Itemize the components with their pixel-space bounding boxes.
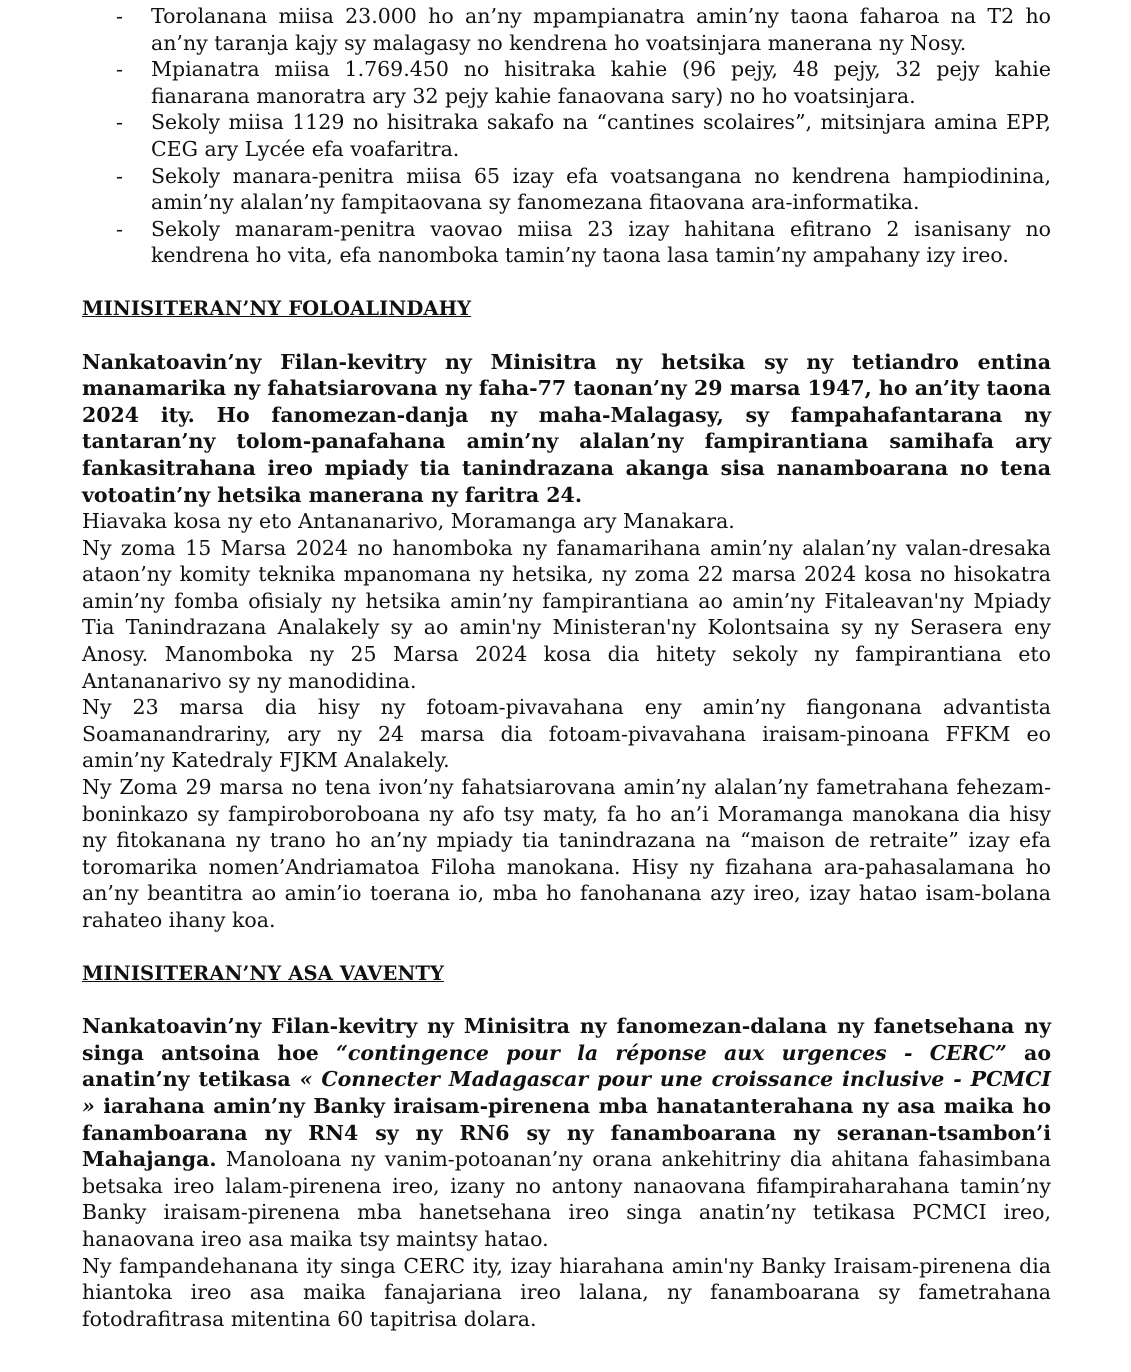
section-heading-foloalindahy: MINISITERAN’NY FOLOALINDAHY bbox=[82, 296, 472, 320]
list-item bbox=[82, 3, 1051, 56]
paragraph: Ny fampandehanana ity singa CERC ity, izay hiarahana amin'ny Banky Iraisam-pirenena dia hiantoka ireo asa maika fanajariana ireo lalana, ny fanamboarana sy fametrahana fotodrafitrasa mitentina 60 tapitrisa dolara. bbox=[82, 1253, 1051, 1331]
lead-text: ao anatin’ny tetikasa bbox=[82, 1040, 1051, 1092]
paragraph: Ny Zoma 29 marsa no tena ivon’ny fahatsiarovana amin’ny alalan’ny fametrahana fehezam-boninkazo sy fampiroboroboana ny afo tsy maty, fa ho an’i Moramanga manokana dia hisy ny fitokanana ny trano ho an’ny mpiady tia tanindrazana na “maison de retraite” izay efa toromarika nomen’Andriamatoa Filoha manokana. Hisy ny fizahana ara-pahasalamana ho an’ny beantitra ao amin’io toerana io, mba ho fanohanana azy ireo, izay hatao isam-bolana rahateo ihany koa. bbox=[82, 775, 1051, 932]
section-lead-paragraph bbox=[82, 1013, 1051, 1252]
list-item-text: Sekoly miisa 1129 no hisitraka sakafo na “cantines scolaires”, mitsinjara amina EPP, CEG ary Lycée efa voafaritra. bbox=[151, 110, 1051, 161]
bullet-dash: - bbox=[116, 4, 123, 28]
lead-text: iarahana amin’ny Banky iraisam-pirenena mba hanatanterahana ny asa maika ho fanamboarana ny RN4 sy ny RN6 sy ny fanamboarana ny seranan-tsambon’i Mahajanga. bbox=[82, 1093, 1051, 1172]
paragraph: Ny zoma 15 Marsa 2024 no hanomboka ny fanamarihana amin’ny alalan’ny valan-dresaka ataon’ny komity teknika mpanomana ny hetsika, ny zoma 22 marsa 2024 kosa no hisokatra amin’ny fomba ofisialy ny hetsika amin’ny fampirantiana ao amin’ny Fitaleavan'ny Mpiady Tia Tanindrazana Analakely sy ao amin'ny Ministeran'ny Kolontsaina sy ny Serasera eny Anosy. Manomboka ny 25 Marsa 2024 kosa dia hitety sekoly ny fampirantiana eto Antananarivo sy ny manodidina. bbox=[82, 535, 1051, 693]
paragraph: Hiavaka kosa ny eto Antananarivo, Moramanga ary Manakara. bbox=[82, 509, 735, 534]
section-heading-asa-vaventy: MINISITERAN’NY ASA VAVENTY bbox=[82, 961, 445, 985]
bullet-dash: - bbox=[116, 163, 123, 188]
section-lead-paragraph: Nankatoavin’ny Filan-kevitry ny Minisitra ny hetsika sy ny tetiandro entina manamarika ny fahatsiarovana ny faha-77 taonan’ny 29 marsa 1947, ho an’ity taona 2024 ity. Ho fanomezan-danja ny maha-Malagasy, sy fampahafantarana ny tantaran’ny tolom-panafahana amin’ny alalan’ny fampirantiana samihafa ary fankasitrahana ireo mpiady tia tanindrazana akanga sisa nanamboarana no tena votoatin’ny hetsika manerana ny faritra 24. bbox=[82, 349, 1051, 507]
lead-rest-text: Manoloana ny vanim-potoanan’ny orana ankehitriny dia ahitana fahasimbana betsaka ireo lalam-pirenena ireo, izany no antony nanaovana fifampiraharahana tamin’ny Banky iraisam-pirenena mba hanetsehana ireo singa anatin’ny tetikasa PCMCI ireo, hanaovana ireo asa maika tsy maintsy hatao. bbox=[82, 1147, 1051, 1251]
list-item bbox=[82, 163, 1051, 216]
lead-italic-text: « Connecter Madagascar pour une croissance inclusive - PCMCI » bbox=[82, 1067, 1051, 1118]
list-item bbox=[82, 216, 1051, 269]
paragraph: Ny 23 marsa dia hisy ny fotoam-pivavahana eny amin’ny fiangonana advantista Soamanandrariny, ary ny 24 marsa dia fotoam-pivavahana iraisam-pinoana FFKM eo amin’ny Katedraly FJKM Analakely. bbox=[82, 695, 1051, 773]
lead-italic-text: “contingence pour la réponse aux urgences - CERC” bbox=[336, 1040, 1007, 1065]
bullet-list bbox=[82, 3, 1051, 269]
list-item-text: Sekoly manaram-penitra vaovao miisa 23 izay hahitana efitrano 2 isanisany no kendrena ho vita, efa nanomboka tamin’ny taona lasa tamin’ny ampahany izy ireo. bbox=[151, 216, 1051, 268]
list-item bbox=[82, 109, 1051, 162]
lead-text: Nankatoavin’ny Filan-kevitry ny Minisitra ny fanomezan-dalana ny fanetsehana ny singa antsoina hoe bbox=[82, 1014, 1051, 1065]
list-item bbox=[82, 56, 1051, 109]
list-item-text: Torolanana miisa 23.000 ho an’ny mpampianatra amin’ny taona faharoa na T2 ho an’ny taranja kajy sy malagasy no kendrena ho voatsinjara manerana ny Nosy. bbox=[151, 4, 1051, 55]
list-item-text: Mpianatra miisa 1.769.450 no hisitraka kahie (96 pejy, 48 pejy, 32 pejy kahie fianarana manoratra ary 32 pejy kahie fanaovana sary) no ho voatsinjara. bbox=[151, 57, 1051, 108]
list-item-text: Sekoly manara-penitra miisa 65 izay efa voatsangana no kendrena hampiodinina, amin’ny alalan’ny fampitaovana sy fanomezana fitaovana ara-informatika. bbox=[151, 163, 1051, 215]
bullet-dash: - bbox=[116, 110, 123, 135]
bullet-dash: - bbox=[116, 216, 123, 241]
bullet-dash: - bbox=[116, 57, 123, 82]
